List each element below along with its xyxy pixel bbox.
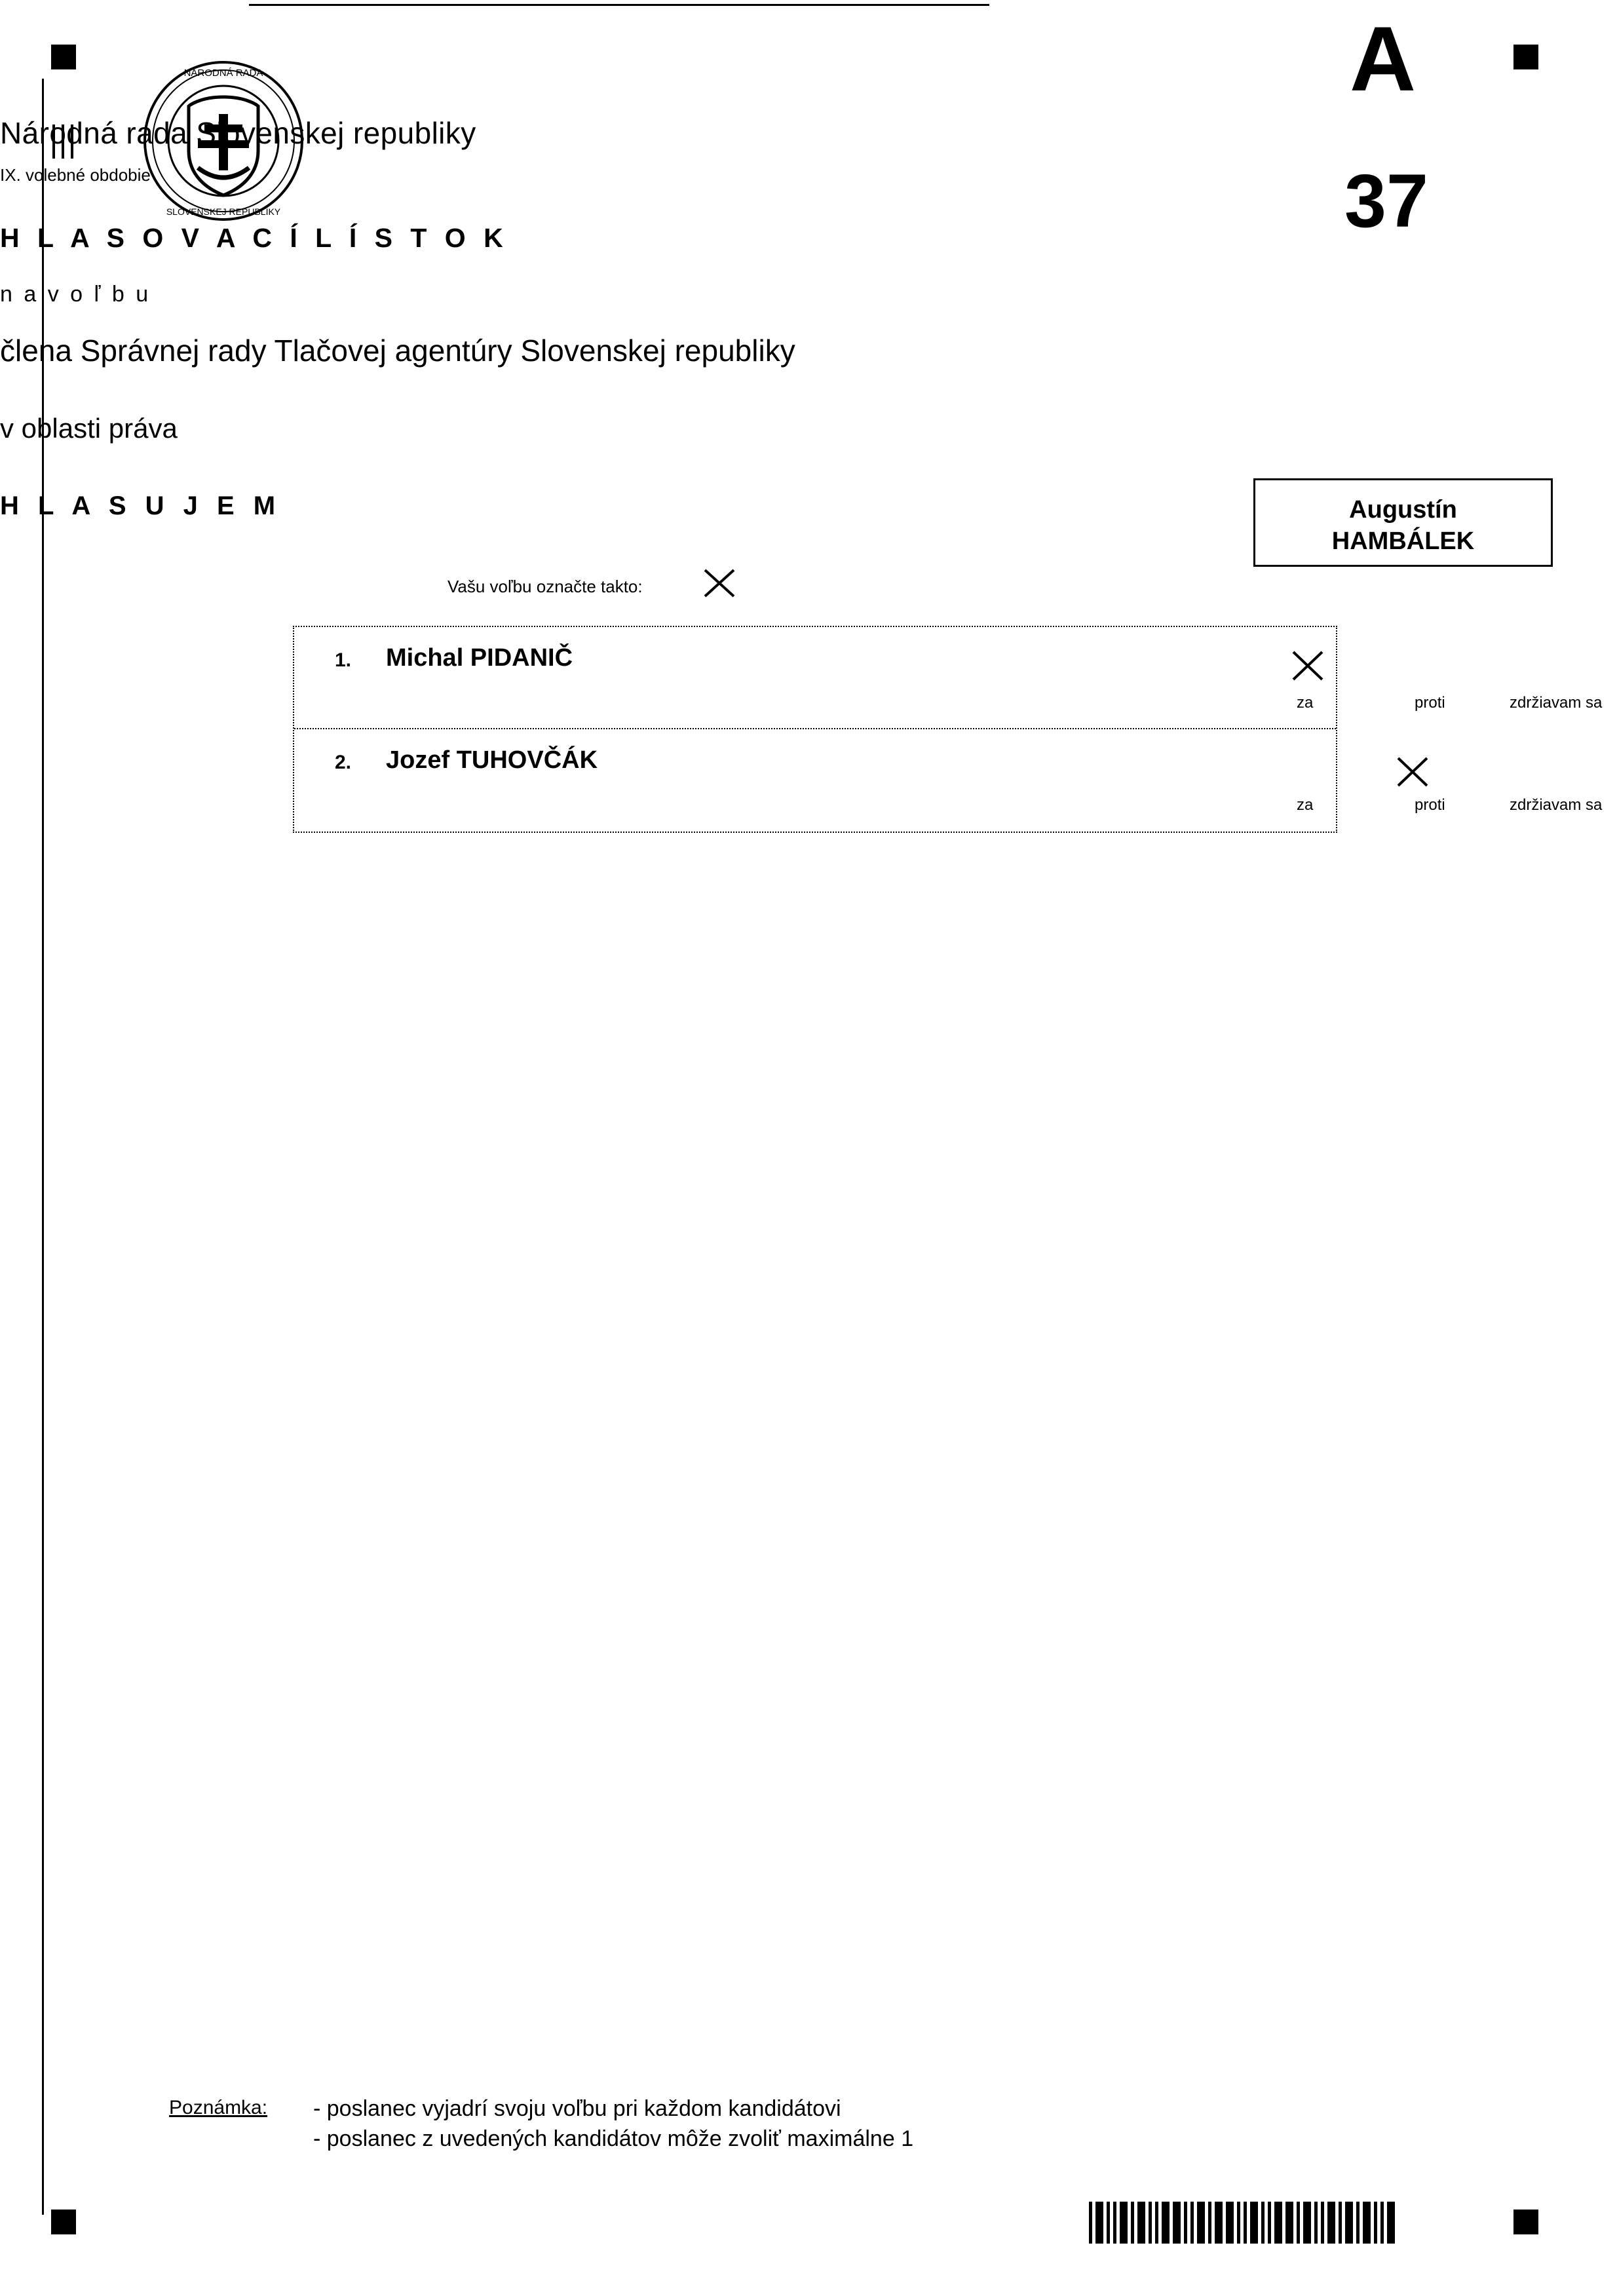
registration-mark-top-right — [1513, 45, 1538, 69]
x-mark-proti-candidate-2[interactable] — [1395, 754, 1430, 790]
option-zdrziavam-sa-label[interactable]: zdržiavam sa — [1510, 694, 1603, 712]
ballot-code-number: 37 — [1344, 159, 1428, 243]
table-row[interactable] — [294, 729, 1603, 832]
deputy-name-box — [1253, 478, 1553, 567]
field-description: v oblasti práva — [0, 413, 178, 444]
candidate-name: Jozef TUHOVČÁK — [386, 746, 598, 774]
deputy-last-name: HAMBÁLEK — [1331, 527, 1475, 555]
option-za-label[interactable]: za — [1297, 694, 1314, 712]
note-text — [313, 2094, 913, 2154]
candidate-name: Michal PIDANIČ — [386, 644, 573, 672]
organization-title: Národná rada Slovenskej republiky — [0, 116, 476, 150]
electoral-term: IX. volebné obdobie — [0, 165, 151, 185]
note-line-2: - poslanec z uvedených kandidátov môže zvoliť maximálne 1 — [313, 2126, 914, 2151]
note-line-1: - poslanec vyjadrí svoju voľbu pri každom kandidátovi — [313, 2096, 841, 2121]
barcode — [1089, 2202, 1398, 2244]
voting-table — [293, 626, 1603, 833]
ballot-code-letter: A — [1350, 7, 1417, 110]
option-zdrziavam-sa-label[interactable]: zdržiavam sa — [1510, 796, 1603, 814]
deputy-first-name: Augustín — [1349, 496, 1457, 524]
candidate-index: 2. — [335, 752, 352, 773]
svg-text:NÁRODNÁ RADA: NÁRODNÁ RADA — [183, 67, 263, 79]
note-label: Poznámka: — [169, 2097, 268, 2118]
candidate-index: 1. — [335, 649, 352, 671]
option-proti-label[interactable]: proti — [1415, 796, 1445, 814]
x-mark-za-candidate-1[interactable] — [1290, 648, 1325, 683]
position-description: člena Správnej rady Tlačovej agentúry Slovenskej republiky — [0, 334, 795, 368]
page-edge-top-line — [249, 4, 989, 6]
document-title: H L A S O V A C Í L Í S T O K — [0, 223, 508, 253]
table-row[interactable] — [294, 627, 1603, 729]
mark-instruction-label: Vašu voľbu označte takto: — [447, 577, 643, 596]
sample-x-mark-icon — [701, 565, 738, 602]
for-election-label: n a v o ľ b u — [0, 282, 151, 307]
page-edge-left-line — [42, 79, 44, 2215]
registration-mark-bottom-right — [1513, 2210, 1538, 2234]
svg-text:SLOVENSKEJ REPUBLIKY: SLOVENSKEJ REPUBLIKY — [166, 206, 281, 217]
registration-mark-bottom-left — [51, 2210, 76, 2234]
registration-mark-top-left — [51, 45, 76, 69]
option-proti-label[interactable]: proti — [1415, 694, 1445, 712]
vote-heading: H L A S U J E M — [0, 491, 282, 520]
option-za-label[interactable]: za — [1297, 796, 1314, 814]
